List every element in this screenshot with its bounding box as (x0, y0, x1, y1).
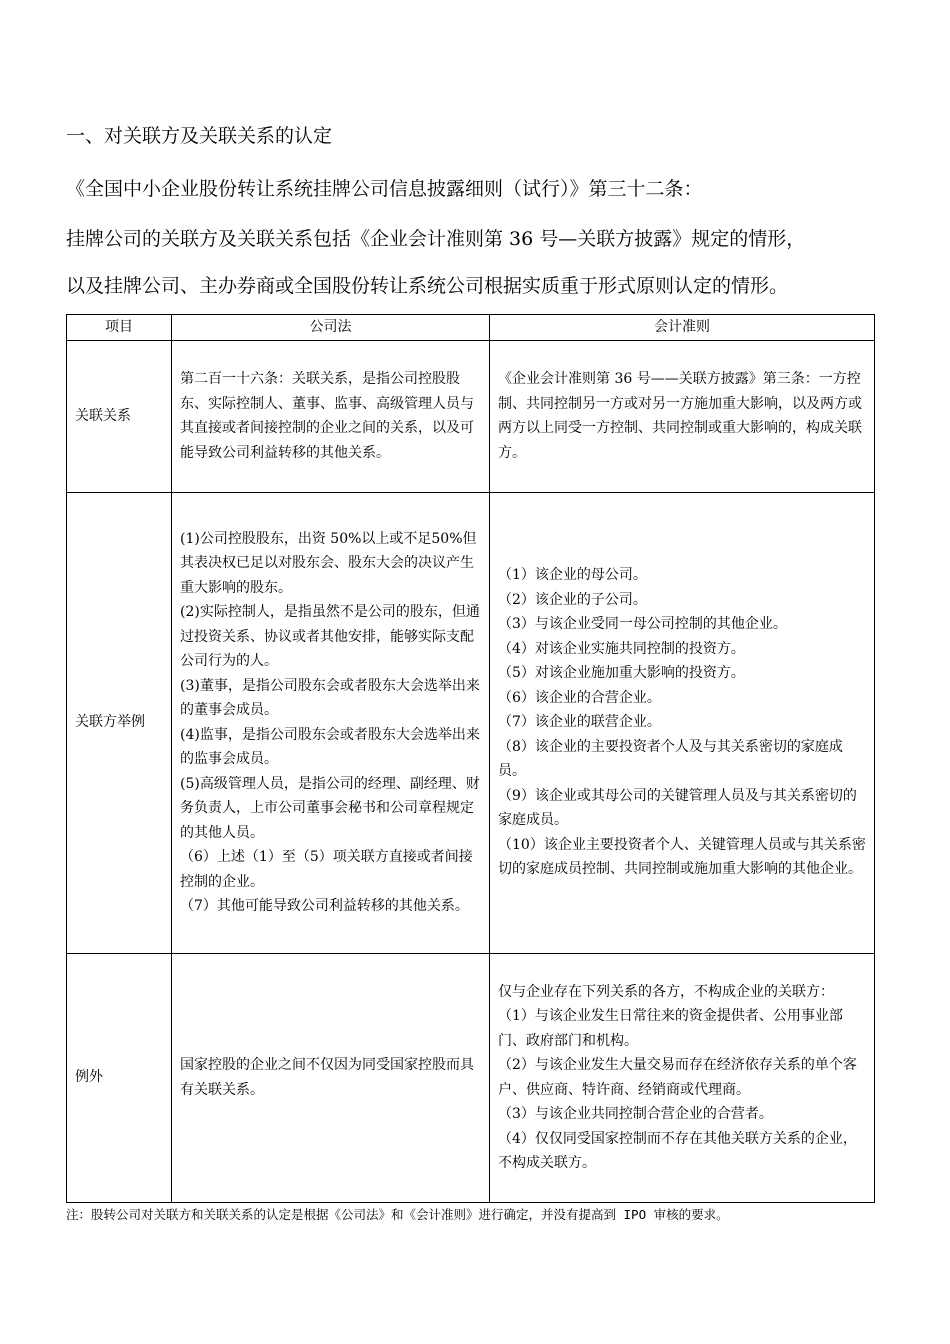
list-item: （7）该企业的联营企业。 (498, 714, 661, 731)
rule-text-line-1: 挂牌公司的关联方及关联关系包括《企业会计准则第 36 号—关联方披露》规定的情形， (66, 228, 806, 250)
row-label: 关联方举例 (67, 492, 172, 953)
list-item: （6）上述（1）至（5）项关联方直接或者间接控制的企业。 (180, 849, 473, 890)
list-item: （9）该企业或其母公司的关键管理人员及与其关系密切的家庭成员。 (498, 787, 857, 829)
accounting-cell: 《企业会计准则第 36 号——关联方披露》第三条：一方控制、共同控制另一方或对另一方施加重大影响，以及两方或两方以上同受一方控制、共同控制或重大影响的，构成关联方。 (490, 340, 875, 492)
accounting-cell (490, 953, 875, 1202)
accounting-cell (490, 492, 875, 953)
header-accounting-standard: 会计准则 (490, 315, 875, 341)
list-item: （4）对该企业实施共同控制的投资方。 (498, 640, 745, 657)
list-item: （3）与该企业受同一母公司控制的其他企业。 (498, 616, 787, 633)
section-heading: 一、对关联方及关联关系的认定 (66, 125, 333, 147)
row-label: 关联关系 (67, 340, 172, 492)
rule-citation: 《全国中小企业股份转让系统挂牌公司信息披露细则（试行）》第三十二条： (66, 178, 703, 200)
company-law-cell (172, 492, 490, 953)
list-item: （7）其他可能导致公司利益转移的其他关系。 (180, 898, 469, 914)
table-row-related-relationship (67, 340, 875, 492)
list-item: (2)实际控制人，是指虽然不是公司的股东，但通过投资关系、协议或者其他安排，能够实际支配公司行为的人。 (180, 604, 480, 669)
table-row-related-party-examples (67, 492, 875, 953)
header-item: 项目 (67, 315, 172, 341)
list-item: （1）与该企业发生日常往来的资金提供者、公用事业部门、政府部门和机构。 (498, 1008, 843, 1049)
list-item: （6）该企业的合营企业。 (498, 689, 661, 706)
footnote: 注：股转公司对关联方和关联关系的认定是根据《公司法》和《会计准则》进行确定，并没有提高到 IPO 审核的要求。 (66, 1207, 729, 1222)
comparison-table (66, 314, 874, 1203)
list-item: (1)公司控股股东，出资 50%以上或不足50%但其表决权已足以对股东会、股东大会的决议产生重大影响的股东。 (180, 530, 477, 596)
list-item: (3)董事，是指公司股东会或者股东大会选举出来的董事会成员。 (180, 677, 480, 718)
table-row-exceptions (67, 953, 875, 1202)
list-item: 仅与企业存在下列关系的各方，不构成企业的关联方： (498, 983, 834, 1000)
row-label: 例外 (67, 953, 172, 1202)
list-item: (5)高级管理人员，是指公司的经理、副经理、财务负责人，上市公司董事会秘书和公司章程规定的其他人员。 (180, 775, 480, 841)
list-item: （8）该企业的主要投资者个人及与其关系密切的家庭成员。 (498, 738, 843, 780)
list-item: （4）仅仅同受国家控制而不存在其他关联方关系的企业，不构成关联方。 (498, 1130, 857, 1171)
list-item: （2）该企业的子公司。 (498, 591, 647, 608)
table-header-row (67, 315, 875, 341)
company-law-cell: 国家控股的企业之间不仅因为同受国家控股而具有关联关系。 (172, 953, 490, 1202)
list-item: （10）该企业主要投资者个人、关键管理人员或与其关系密切的家庭成员控制、共同控制或施加重大影响的其他企业。 (498, 836, 866, 878)
list-item: （3）与该企业共同控制合营企业的合营者。 (498, 1106, 773, 1122)
list-item: （2）与该企业发生大量交易而存在经济依存关系的单个客户、供应商、特许商、经销商或代理商。 (498, 1057, 857, 1098)
list-item: （1）该企业的母公司。 (498, 567, 647, 584)
list-item: （5）对该企业施加重大影响的投资方。 (498, 665, 745, 682)
rule-text-line-2: 以及挂牌公司、主办券商或全国股份转让系统公司根据实质重于形式原则认定的情形。 (66, 275, 789, 297)
company-law-cell: 第二百一十六条：关联关系，是指公司控股股东、实际控制人、董事、监事、高级管理人员与其直接或者间接控制的企业之间的关系，以及可能导致公司利益转移的其他关系。 (172, 340, 490, 492)
header-company-law: 公司法 (172, 315, 490, 341)
list-item: (4)监事，是指公司股东会或者股东大会选举出来的监事会成员。 (180, 726, 480, 767)
